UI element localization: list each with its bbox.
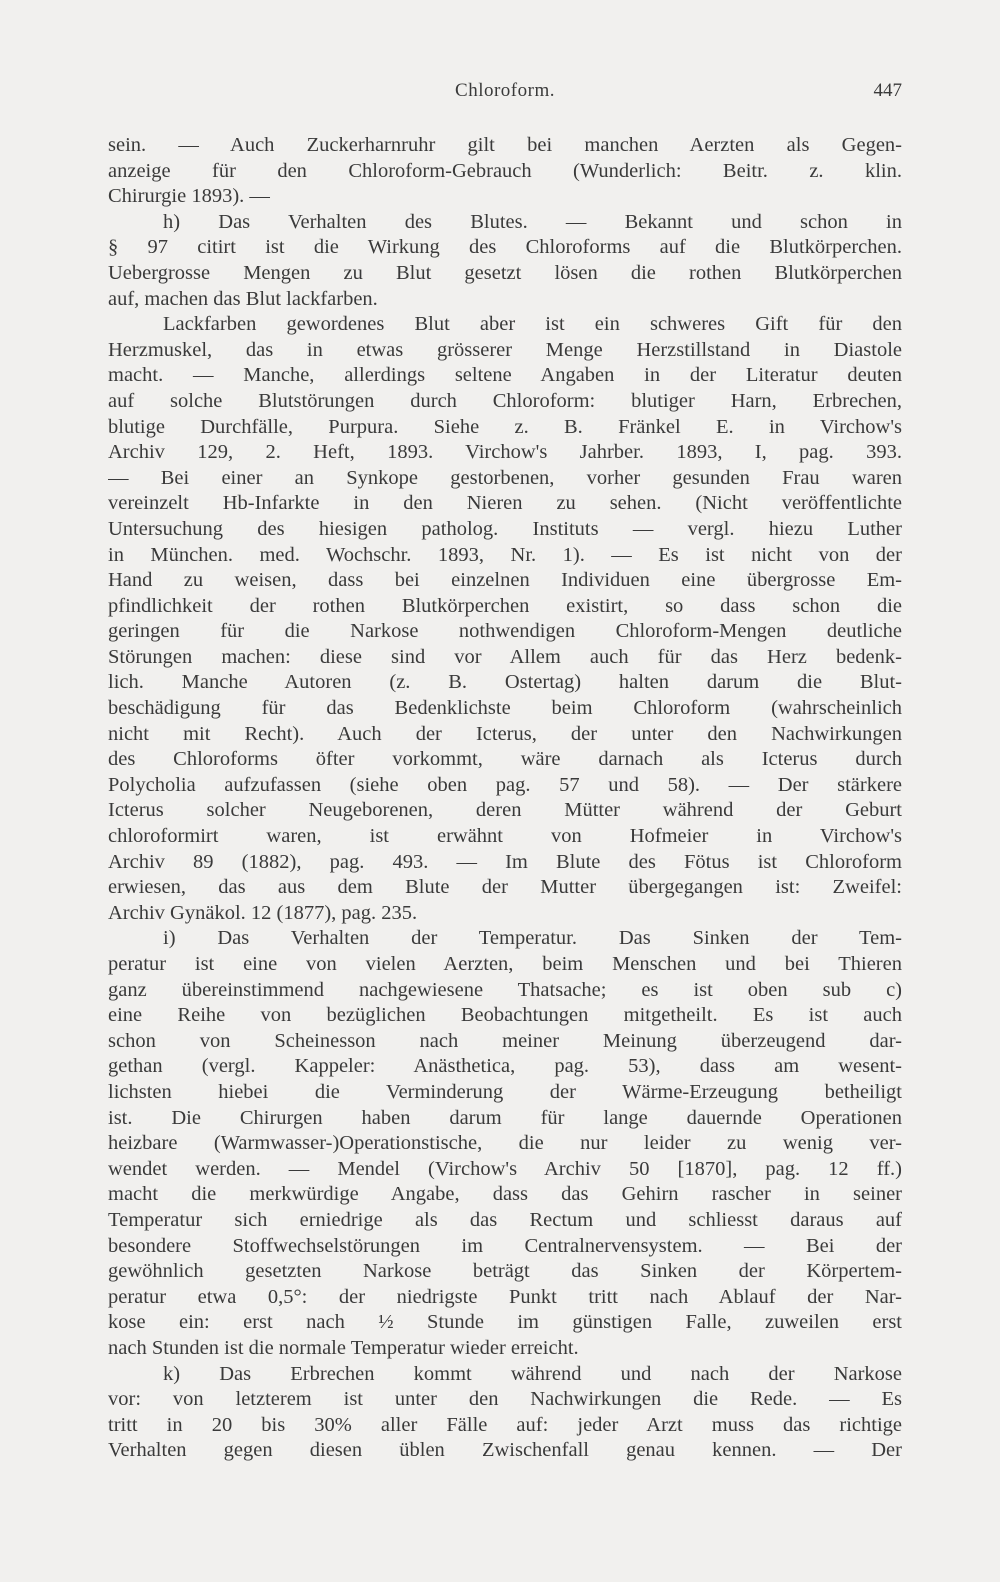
text-line: lich. Manche Autoren (z. B. Ostertag) halten darum die Blut- bbox=[108, 671, 902, 694]
text-line: sein. — Auch Zuckerharnruhr gilt bei manchen Aerzten als Gegen- bbox=[108, 134, 902, 156]
text-line: — Bei einer an Synkope gestorbenen, vorher gesunden Frau waren bbox=[108, 466, 902, 489]
text-line: Chirurgie 1893). — bbox=[108, 185, 270, 208]
text-line: heizbare (Warmwasser-)Operationstische, die nur leider zu wenig ver- bbox=[108, 1132, 902, 1155]
text-line: Archiv 89 (1882), pag. 493. — Im Blute des Fötus ist Chloroform bbox=[108, 850, 902, 873]
text-line: Archiv Gynäkol. 12 (1877), pag. 235. bbox=[108, 901, 418, 924]
text-line: anzeige für den Chloroform-Gebrauch (Wunderlich: Beitr. z. klin. bbox=[108, 159, 902, 182]
text-line: geringen für die Narkose nothwendigen Chloroform-Mengen deutliche bbox=[108, 620, 902, 643]
text-line: macht. — Manche, allerdings seltene Angaben in der Literatur deuten bbox=[108, 364, 902, 387]
text-line: gethan (vergl. Kappeler: Anästhetica, pag. 53), dass am wesent- bbox=[108, 1055, 902, 1078]
text-line: macht die merkwürdige Angabe, dass das Gehirn rascher in seiner bbox=[108, 1183, 902, 1206]
text-line: nicht mit Recht). Auch der Icterus, der unter den Nachwirkungen bbox=[108, 722, 902, 745]
text-line: lichsten hiebei die Verminderung der Wärme-Erzeugung betheiligt bbox=[108, 1080, 902, 1103]
text-line: Polycholia aufzufassen (siehe oben pag. 57 und 58). — Der stärkere bbox=[108, 773, 902, 796]
text-line: Uebergrosse Mengen zu Blut gesetzt lösen die rothen Blutkörperchen bbox=[108, 261, 902, 284]
text-line: Temperatur sich erniedrige als das Rectum und schliesst daraus auf bbox=[108, 1208, 902, 1231]
text-line: i) Das Verhalten der Temperatur. Das Sinken der Tem- bbox=[163, 927, 902, 950]
text-line: pfindlichkeit der rothen Blutkörperchen existirt, so dass schon die bbox=[108, 594, 902, 617]
text-line: peratur etwa 0,5°: der niedrigste Punkt tritt nach Ablauf der Nar- bbox=[108, 1285, 902, 1308]
running-title: Chloroform. bbox=[455, 80, 555, 101]
text-line: blutige Durchfälle, Purpura. Siehe z. B. Fränkel E. in Virchow's bbox=[108, 415, 902, 438]
text-line: Störungen machen: diese sind vor Allem auch für das Herz bedenk- bbox=[108, 645, 902, 668]
text-line: tritt in 20 bis 30% aller Fälle auf: jeder Arzt muss das richtige bbox=[108, 1413, 902, 1436]
text-line: vereinzelt Hb-Infarkte in den Nieren zu sehen. (Nicht veröffentlichte bbox=[108, 492, 902, 515]
text-line: schon von Scheinesson nach meiner Meinung überzeugend dar- bbox=[108, 1029, 902, 1052]
text-line: Lackfarben gewordenes Blut aber ist ein schweres Gift für den bbox=[163, 313, 902, 336]
body-text bbox=[108, 133, 902, 1464]
text-line: auf solche Blutstörungen durch Chloroform: blutiger Harn, Erbrechen, bbox=[108, 389, 902, 412]
text-line: § 97 citirt ist die Wirkung des Chloroforms auf die Blutkörperchen. bbox=[108, 236, 902, 259]
text-line: nach Stunden ist die normale Temperatur wieder erreicht. bbox=[108, 1336, 579, 1359]
text-line: ist. Die Chirurgen haben darum für lange dauernde Operationen bbox=[108, 1106, 902, 1129]
text-line: vor: von letzterem ist unter den Nachwirkungen die Rede. — Es bbox=[108, 1388, 902, 1411]
text-line: k) Das Erbrechen kommt während und nach der Narkose bbox=[163, 1362, 902, 1385]
text-line: h) Das Verhalten des Blutes. — Bekannt und schon in bbox=[163, 210, 902, 233]
text-line: ganz übereinstimmend nachgewiesene Thatsache; es ist oben sub c) bbox=[108, 978, 902, 1001]
text-line: wendet werden. — Mendel (Virchow's Archiv 50 [1870], pag. 12 ff.) bbox=[108, 1157, 902, 1180]
text-line: erwiesen, das aus dem Blute der Mutter übergegangen ist: Zweifel: bbox=[108, 876, 902, 899]
text-line: Herzmuskel, das in etwas grösserer Menge Herzstillstand in Diastole bbox=[108, 338, 902, 361]
text-line: peratur ist eine von vielen Aerzten, beim Menschen und bei Thieren bbox=[108, 953, 902, 975]
text-line: eine Reihe von bezüglichen Beobachtungen mitgetheilt. Es ist auch bbox=[108, 1004, 902, 1027]
text-line: in München. med. Wochschr. 1893, Nr. 1). — Es ist nicht von der bbox=[108, 543, 902, 566]
page-header bbox=[108, 80, 902, 110]
text-line: besondere Stoffwechselstörungen im Centralnervensystem. — Bei der bbox=[108, 1234, 902, 1257]
text-line: Untersuchung des hiesigen patholog. Instituts — vergl. hiezu Luther bbox=[108, 517, 902, 540]
text-line: gewöhnlich gesetzten Narkose beträgt das Sinken der Körpertem- bbox=[108, 1260, 902, 1283]
text-line: des Chloroforms öfter vorkommt, wäre darnach als Icterus durch bbox=[108, 748, 902, 771]
text-line: Verhalten gegen diesen üblen Zwischenfall genau kennen. — Der bbox=[108, 1439, 902, 1462]
page-number: 447 bbox=[873, 80, 902, 101]
text-line: chloroformirt waren, ist erwähnt von Hofmeier in Virchow's bbox=[108, 825, 902, 848]
text-line: kose ein: erst nach ½ Stunde im günstigen Falle, zuweilen erst bbox=[108, 1311, 902, 1334]
text-line: auf, machen das Blut lackfarben. bbox=[108, 287, 378, 310]
text-line: Archiv 129, 2. Heft, 1893. Virchow's Jahrber. 1893, I, pag. 393. bbox=[108, 441, 902, 464]
text-line: Icterus solcher Neugeborenen, deren Mütter während der Geburt bbox=[108, 799, 902, 822]
text-line: Hand zu weisen, dass bei einzelnen Individuen eine übergrosse Em- bbox=[108, 569, 902, 592]
text-line: beschädigung für das Bedenklichste beim Chloroform (wahrscheinlich bbox=[108, 697, 902, 720]
